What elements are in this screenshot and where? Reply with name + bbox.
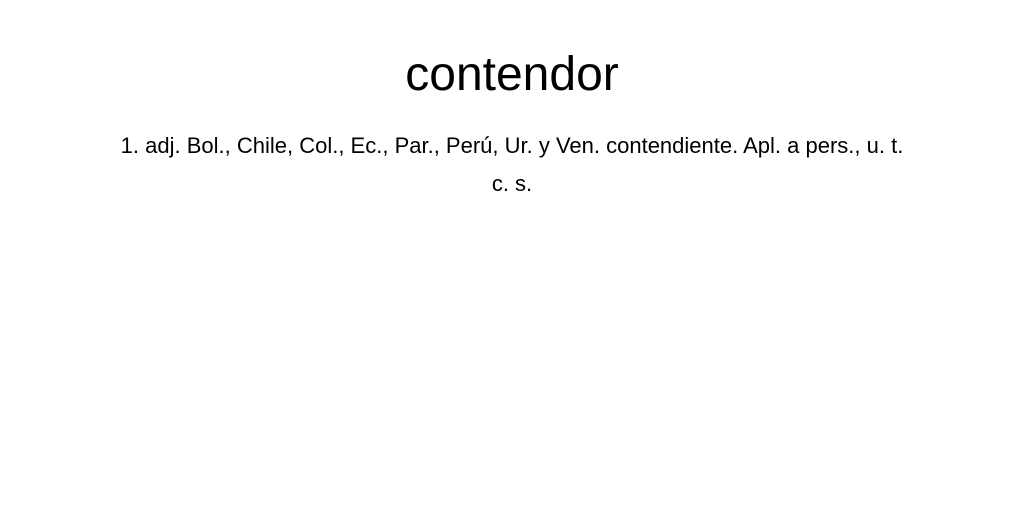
- headword-title: contendor: [405, 48, 619, 101]
- definition-text: 1. adj. Bol., Chile, Col., Ec., Par., Perú, Ur. y Ven. contendiente. Apl. a pers., u. t. c. s.: [120, 133, 904, 196]
